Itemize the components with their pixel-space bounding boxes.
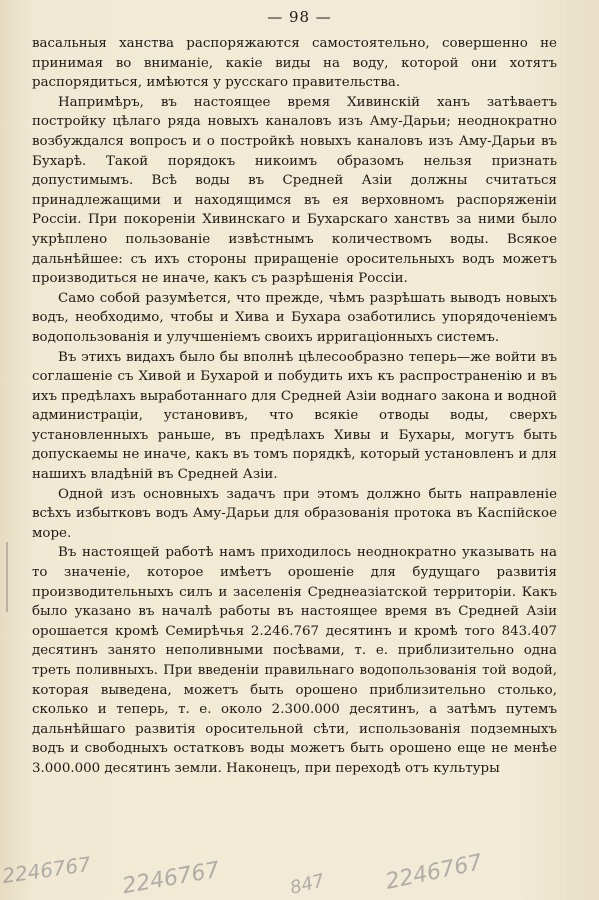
paragraph: Въ этихъ видахъ было бы вполнѣ цѣлесообразно теперь—же войти въ соглашеніе съ Хивой и Бухарой и побудить ихъ къ распространенію и въ ихъ предѣлахъ выработаннаго для Средней Азіи воднаго закона и водной администраціи, установивъ, что всякіе отводы воды, сверхъ установленныхъ раньше, въ предѣлахъ Хивы и Бухары, могутъ быть допускаемы не иначе, какъ въ томъ порядкѣ, который установленъ и для нашихъ владѣній въ Средней Азіи. (32, 349, 557, 483)
paragraph: Одной изъ основныхъ задачъ при этомъ должно быть направленіе всѣхъ избытковъ водъ Аму-Дарьи для образованія протока въ Каспійское море. (32, 486, 557, 541)
pencil-note: 2246767 (0, 851, 93, 889)
pencil-margin-bracket (6, 542, 32, 612)
paragraph: васальныя ханства распоряжаются самостоятельно, совершенно не принимая во вниманіе, какіе виды на воду, которой они хотятъ распорядиться, имѣются у русскаго правительства. (32, 36, 557, 91)
pencil-note: 2246767 (120, 857, 222, 900)
paragraph: Въ настоящей работѣ намъ приходилось неоднократно указывать на то значеніе, которое имѣетъ орошеніе для будущаго развитія производительныхъ силъ и заселенія Среднеазіатской территоріи. Какъ было указано въ началѣ работы въ настоящее время въ Средней Азіи орошается кромѣ Семирѣчья 2.246.767 десятинъ и кромѣ того 843.407 десятинъ занято неполивными посѣвами, т. е. приблизительно одна треть поливныхъ. При введеніи правильнаго водопользованія той водой, которая выведена, можетъ быть орошено приблизительно столько, сколько и теперь, т. е. около 2.300.000 десятинъ, а затѣмъ путемъ дальнѣйшаго развитія оросительной сѣти, использованія подземныхъ водъ и свободныхъ остатковъ воды можетъ быть орошено еще не менѣе 3.000.000 десятинъ земли. Наконецъ, при переходѣ отъ культуры (32, 545, 557, 776)
paragraph: Напримѣръ, въ настоящее время Хивинскій ханъ затѣваетъ постройку цѣлаго ряда новыхъ каналовъ изъ Аму-Дарьи; неоднократно возбуждался вопросъ и о постройкѣ новыхъ каналовъ изъ Аму-Дарьи въ Бухарѣ. Такой порядокъ никоимъ образомъ нельзя признать допустимымъ. Всѣ воды въ Средней Азіи должны считаться принадлежащими и находящимся въ ея верховномъ распоряженіи Россіи. При покореніи Хивинскаго и Бухарскаго ханствъ за ними было укрѣплено пользованіе извѣстнымъ количествомъ воды. Всякое дальнѣйшее: съ ихъ стороны приращеніе оросительныхъ водъ можетъ производиться не иначе, какъ съ разрѣшенія Россіи. (32, 94, 557, 287)
pencil-note: 847 (287, 870, 327, 899)
page-number: — 98 — (267, 8, 332, 26)
paragraph: Само собой разумѣется, что прежде, чѣмъ разрѣшать выводъ новыхъ водъ, необходимо, чтобы и Хива и Бухара озаботились упорядоченіемъ водопользованія и улучшеніемъ своихъ ирригаціонныхъ системъ. (32, 290, 557, 345)
pencil-note: 2246767 (383, 850, 485, 895)
body-text (32, 34, 557, 779)
